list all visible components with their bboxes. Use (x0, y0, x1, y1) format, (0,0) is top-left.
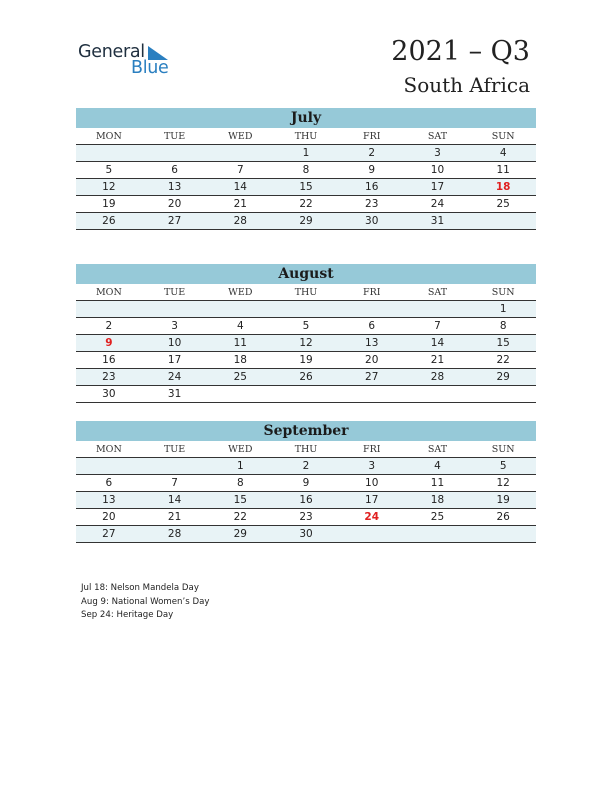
empty-day-cell (273, 386, 339, 402)
week-row (76, 213, 536, 230)
day-cell: 7 (171, 477, 178, 489)
empty-day-cell (207, 301, 273, 317)
week-row (76, 179, 536, 196)
day-cell: 17 (430, 181, 445, 193)
weekday-label: THU (294, 444, 318, 455)
day-cell: 23 (365, 198, 379, 210)
day-cell: 21 (430, 354, 445, 366)
day-cell: 19 (102, 198, 116, 210)
day-cell: 26 (299, 371, 313, 383)
week-row (76, 386, 536, 403)
empty-day-cell (470, 526, 536, 542)
empty-day-cell (339, 386, 405, 402)
weekday-label: MON (95, 444, 122, 455)
week-row (76, 509, 536, 526)
week-row (76, 352, 536, 369)
day-cell: 4 (434, 460, 441, 472)
empty-day-cell (207, 145, 273, 161)
day-cell: 28 (167, 528, 182, 540)
empty-day-cell (470, 213, 536, 229)
day-cell: 5 (302, 320, 310, 332)
weekday-header-row (76, 128, 536, 145)
day-cell: 20 (102, 511, 116, 523)
day-cell: 19 (496, 494, 510, 506)
day-cell: 4 (499, 147, 507, 159)
weekday-label: SUN (491, 287, 515, 298)
empty-day-cell (76, 301, 142, 317)
day-cell: 13 (365, 337, 379, 349)
holiday-notes (81, 582, 209, 623)
day-cell: 27 (167, 215, 182, 227)
empty-day-cell (339, 301, 405, 317)
weekday-header-row (76, 284, 536, 301)
day-cell: 10 (430, 164, 445, 176)
day-cell: 28 (430, 371, 445, 383)
day-cell: 6 (368, 320, 376, 332)
weekday-label: SUN (491, 444, 515, 455)
day-cell: 22 (233, 511, 247, 523)
month-title: August (76, 264, 536, 284)
week-row (76, 301, 536, 318)
day-cell: 30 (299, 528, 313, 540)
month-calendar-august (76, 264, 536, 403)
empty-day-cell (470, 386, 536, 402)
day-cell: 15 (233, 494, 247, 506)
day-cell: 22 (496, 354, 510, 366)
weekday-label: MON (95, 131, 122, 142)
week-row (76, 369, 536, 386)
day-cell: 7 (236, 164, 244, 176)
weekday-label: FRI (362, 287, 381, 298)
holiday-note: Aug 9: National Women’s Day (81, 596, 210, 607)
weeks-grid (76, 145, 536, 230)
day-cell: 13 (167, 181, 182, 193)
day-cell: 2 (368, 147, 376, 159)
day-cell: 12 (299, 337, 313, 349)
day-cell: 3 (171, 320, 178, 332)
day-cell: 29 (496, 371, 510, 383)
country-name: South Africa (403, 73, 530, 97)
day-cell: 24 (430, 198, 445, 210)
day-cell: 28 (233, 215, 247, 227)
day-cell: 25 (496, 198, 510, 210)
day-cell: 23 (299, 511, 313, 523)
day-cell: 9 (302, 477, 310, 489)
day-cell: 23 (102, 371, 116, 383)
weekday-label: THU (294, 287, 318, 298)
day-cell: 21 (167, 511, 182, 523)
weekday-header-row (76, 441, 536, 458)
brand-logo (78, 42, 188, 82)
day-cell: 17 (167, 354, 182, 366)
weekday-label: FRI (362, 444, 381, 455)
day-cell: 3 (434, 147, 441, 159)
day-cell: 20 (167, 198, 182, 210)
weekday-label: TUE (163, 444, 186, 455)
empty-day-cell (207, 386, 273, 402)
day-cell: 15 (496, 337, 510, 349)
day-cell: 29 (299, 215, 313, 227)
empty-day-cell (339, 526, 405, 542)
weekday-label: THU (294, 131, 318, 142)
page-title: 2021 – Q3 (391, 36, 530, 67)
holiday-note: Jul 18: Nelson Mandela Day (81, 583, 199, 593)
day-cell: 11 (233, 337, 247, 349)
day-cell: 30 (102, 388, 116, 400)
day-cell: 1 (302, 147, 310, 159)
day-cell: 16 (102, 354, 116, 366)
day-cell: 25 (233, 371, 247, 383)
day-cell: 9 (368, 164, 376, 176)
week-row (76, 475, 536, 492)
day-cell: 6 (171, 164, 178, 176)
day-cell: 27 (102, 528, 116, 540)
logo-text-general: General (78, 42, 145, 62)
day-cell: 12 (496, 477, 510, 489)
day-cell: 8 (302, 164, 310, 176)
weekday-label: SAT (427, 131, 448, 142)
weeks-grid (76, 301, 536, 403)
day-cell: 8 (499, 320, 507, 332)
day-cell: 26 (102, 215, 116, 227)
day-cell: 29 (233, 528, 247, 540)
weekday-label: SAT (427, 444, 448, 455)
empty-day-cell (405, 386, 471, 402)
empty-day-cell (405, 301, 471, 317)
empty-day-cell (142, 458, 208, 474)
weekday-label: WED (228, 131, 253, 142)
day-cell: 9 (105, 337, 113, 349)
month-calendar-july (76, 108, 536, 230)
day-cell: 18 (430, 494, 445, 506)
day-cell: 5 (499, 460, 507, 472)
day-cell: 14 (430, 337, 445, 349)
week-row (76, 335, 536, 352)
week-row (76, 526, 536, 543)
week-row (76, 492, 536, 509)
week-row (76, 196, 536, 213)
day-cell: 27 (365, 371, 379, 383)
weekday-label: FRI (362, 131, 381, 142)
day-cell: 4 (236, 320, 244, 332)
week-row (76, 458, 536, 475)
weekday-label: SAT (427, 287, 448, 298)
empty-day-cell (142, 145, 208, 161)
day-cell: 16 (365, 181, 379, 193)
day-cell: 10 (365, 477, 379, 489)
day-cell: 26 (496, 511, 510, 523)
day-cell: 18 (495, 181, 511, 193)
day-cell: 6 (105, 477, 113, 489)
day-cell: 22 (299, 198, 313, 210)
weekday-label: TUE (163, 131, 186, 142)
day-cell: 2 (302, 460, 310, 472)
day-cell: 25 (430, 511, 445, 523)
empty-day-cell (76, 145, 142, 161)
day-cell: 31 (430, 215, 445, 227)
day-cell: 1 (236, 460, 244, 472)
day-cell: 24 (364, 511, 380, 523)
day-cell: 12 (102, 181, 116, 193)
weekday-label: SUN (491, 131, 515, 142)
day-cell: 19 (299, 354, 313, 366)
empty-day-cell (405, 526, 471, 542)
day-cell: 20 (365, 354, 379, 366)
day-cell: 11 (496, 164, 510, 176)
day-cell: 3 (368, 460, 376, 472)
weekday-label: WED (228, 287, 253, 298)
month-calendar-september (76, 421, 536, 543)
empty-day-cell (142, 301, 208, 317)
holiday-note: Sep 24: Heritage Day (81, 610, 174, 621)
day-cell: 18 (233, 354, 247, 366)
day-cell: 11 (430, 477, 445, 489)
month-title: September (76, 421, 536, 441)
day-cell: 1 (499, 303, 507, 315)
weekday-label: TUE (163, 287, 186, 298)
day-cell: 21 (233, 198, 247, 210)
day-cell: 30 (365, 215, 379, 227)
weeks-grid (76, 458, 536, 543)
day-cell: 16 (299, 494, 313, 506)
day-cell: 24 (167, 371, 182, 383)
day-cell: 10 (167, 337, 182, 349)
week-row (76, 162, 536, 179)
day-cell: 7 (434, 320, 441, 332)
day-cell: 2 (105, 320, 113, 332)
day-cell: 5 (105, 164, 113, 176)
day-cell: 14 (167, 494, 182, 506)
empty-day-cell (76, 458, 142, 474)
day-cell: 17 (365, 494, 379, 506)
weekday-label: WED (228, 444, 253, 455)
day-cell: 31 (167, 388, 182, 400)
empty-day-cell (273, 301, 339, 317)
week-row (76, 318, 536, 335)
day-cell: 14 (233, 181, 247, 193)
day-cell: 13 (102, 494, 116, 506)
day-cell: 15 (299, 181, 313, 193)
week-row (76, 145, 536, 162)
month-title: July (76, 108, 536, 128)
logo-text-blue: Blue (131, 58, 169, 78)
day-cell: 8 (236, 477, 244, 489)
weekday-label: MON (95, 287, 122, 298)
